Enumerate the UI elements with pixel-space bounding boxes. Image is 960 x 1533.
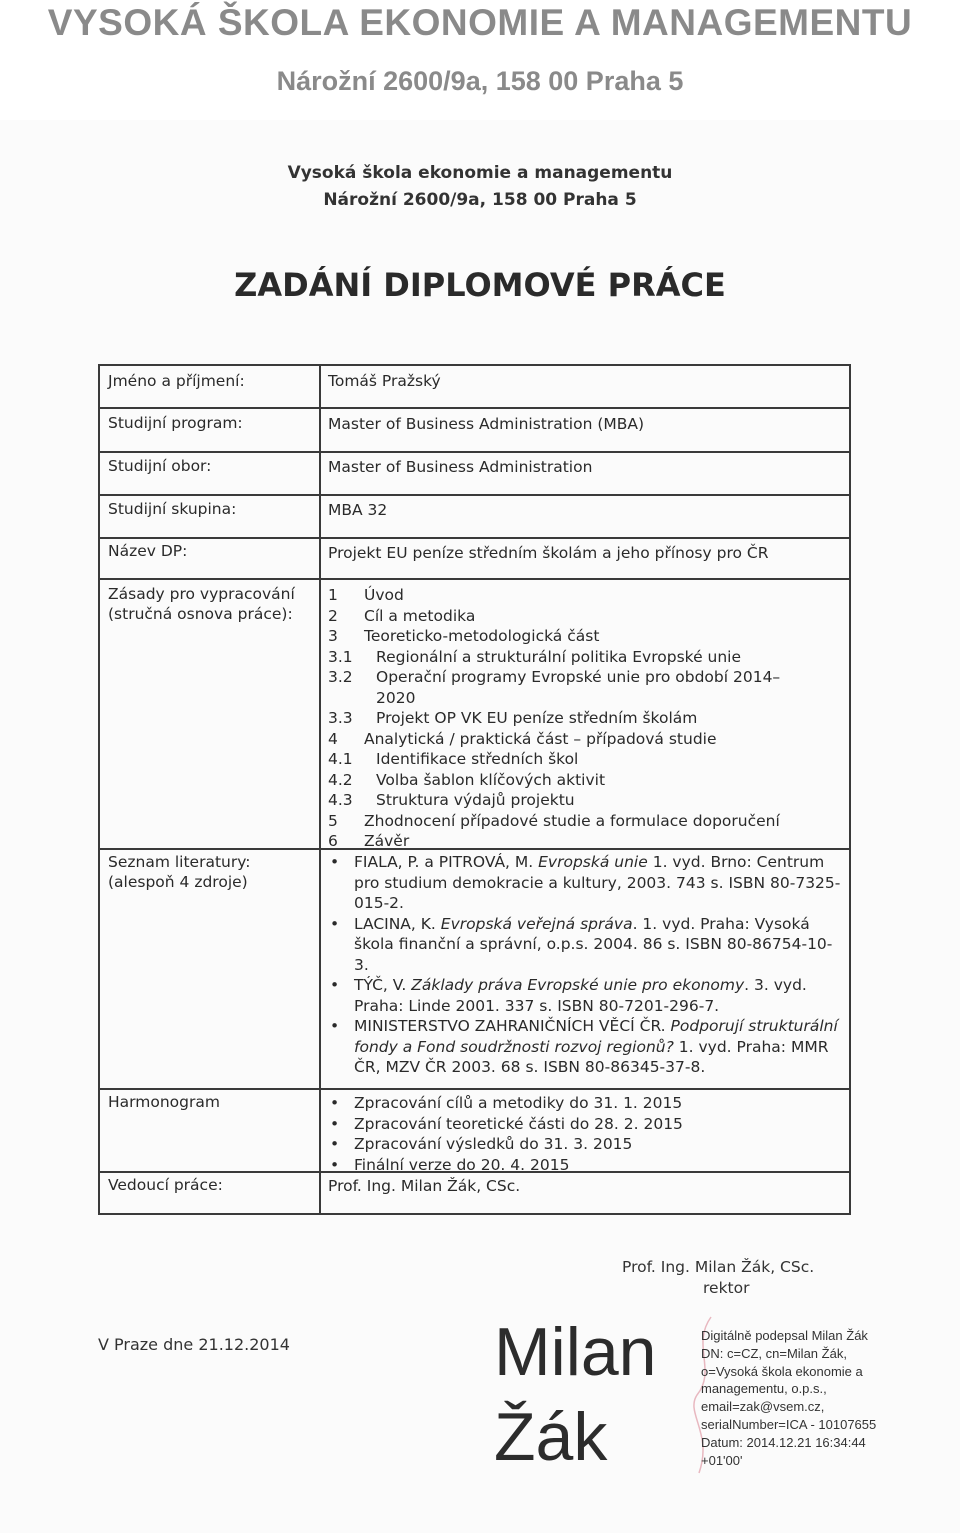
digital-signature-line: +01'00'	[701, 1452, 743, 1468]
outline-item: 4 Analytická / praktická část – případová studie	[328, 729, 717, 748]
schedule-item: • Zpracování teoretické části do 28. 2. 2015	[328, 1114, 843, 1135]
digital-signature-line: serialNumber=ICA - 10107655	[701, 1416, 877, 1432]
digital-signature-line: managementu, o.p.s.,	[701, 1381, 827, 1397]
literature-item: • FIALA, P. a PITROVÁ, M. Evropská unie 1. vyd. Brno: Centrum pro studium demokracie a kultury, 2003. 743 s. ISBN 80-7325-015-2.	[328, 852, 843, 914]
outline-item: 5 Zhodnocení případové studie a formulace doporučení	[328, 811, 780, 830]
literature-label: Seznam literatury: (alespoň 4 zdroje)	[108, 853, 251, 891]
document-school-name: Vysoká škola ekonomie a managementu	[287, 163, 673, 183]
banner-address: Nárožní 2600/9a, 158 00 Praha 5	[276, 66, 684, 96]
signatory-role: rektor	[703, 1279, 750, 1297]
row-divider	[100, 1088, 849, 1090]
signature-last-name: Žák	[494, 1399, 608, 1475]
name-value: Tomáš Pražský	[328, 372, 441, 390]
digital-signature-line: Datum: 2014.12.21 16:34:44	[701, 1434, 866, 1450]
digital-signature-line: DN: c=CZ, cn=Milan Žák,	[701, 1345, 847, 1361]
digital-signature-line: o=Vysoká škola ekonomie a	[701, 1363, 863, 1379]
outline-item: 6 Závěr	[328, 832, 410, 850]
field-label: Studijní obor:	[108, 457, 212, 475]
supervisor-label: Vedoucí práce:	[108, 1176, 223, 1194]
schedule-item: • Zpracování výsledků do 31. 3. 2015	[328, 1134, 843, 1155]
row-divider	[100, 407, 849, 409]
name-label: Jméno a příjmení:	[108, 372, 245, 390]
literature-list	[328, 852, 843, 1078]
schedule-label: Harmonogram	[108, 1093, 220, 1111]
signature-first-name: Milan	[494, 1314, 657, 1390]
document-address: Nárožní 2600/9a, 158 00 Praha 5	[323, 190, 637, 210]
outline-item: 2 Cíl a metodika	[328, 606, 476, 625]
thesis-label: Název DP:	[108, 542, 188, 560]
outline-item: 3.3 Projekt OP VK EU peníze středním školám	[328, 709, 698, 727]
thesis-value: Projekt EU peníze středním školám a jeho přínosy pro ČR	[328, 544, 769, 562]
signatory-name: Prof. Ing. Milan Žák, CSc.	[622, 1258, 815, 1276]
outline-list	[328, 585, 843, 852]
literature-item: • TÝČ, V. Základy práva Evropské unie pro ekonomy. 3. vyd. Praha: Linde 2001. 337 s. ISBN 80-7201-296-7.	[328, 975, 843, 1016]
schedule-item: • Finální verze do 20. 4. 2015	[328, 1155, 843, 1176]
outline-item: 2020	[376, 688, 416, 707]
banner-school-name: VYSOKÁ ŠKOLA EKONOMIE A MANAGEMENTU	[47, 2, 913, 43]
schedule-item: • Zpracování cílů a metodiky do 31. 1. 2015	[328, 1093, 843, 1114]
program-label: Studijní program:	[108, 414, 243, 432]
date-line: V Praze dne 21.12.2014	[98, 1335, 290, 1354]
digital-signature-block	[701, 1327, 951, 1469]
outline-item: 4.1 Identifikace středních škol	[328, 750, 579, 768]
document-title: ZADÁNÍ DIPLOMOVÉ PRÁCE	[234, 266, 726, 304]
outline-item: 3 Teoreticko-metodologická část	[328, 627, 600, 645]
row-divider	[100, 537, 849, 539]
group-label: Studijní skupina:	[108, 500, 237, 518]
digital-signature-line: Digitálně podepsal Milan Žák	[701, 1328, 868, 1343]
outline-item: 4.2 Volba šablon klíčových aktivit	[328, 770, 606, 789]
program-value: Master of Business Administration (MBA)	[328, 415, 645, 433]
literature-item: • MINISTERSTVO ZAHRANIČNÍCH VĚCÍ ČR. Podporují strukturální fondy a Fond soudržnosti rozvoj regionů? 1. vyd. Praha: MMR ČR, MZV ČR 2003. 68 s. ISBN 80-86345-37-8.	[328, 1016, 843, 1078]
outline-item: 3.1 Regionální a strukturální politika Evropské unie	[328, 647, 742, 666]
outline-item: 4.3 Struktura výdajů projektu	[328, 791, 575, 809]
row-divider	[100, 578, 849, 580]
field-value: Master of Business Administration	[328, 458, 593, 476]
row-divider	[100, 494, 849, 496]
literature-item: • LACINA, K. Evropská veřejná správa. 1. vyd. Praha: Vysoká škola finanční a správní, o.p.s. 2004. 86 s. ISBN 80-86754-10-3.	[328, 914, 843, 976]
outline-label: Zásady pro vypracování (stručná osnova práce):	[108, 585, 295, 623]
outline-item: 3.2 Operační programy Evropské unie pro období 2014–	[328, 668, 781, 686]
supervisor-value: Prof. Ing. Milan Žák, CSc.	[328, 1177, 521, 1195]
outline-item: 1 Úvod	[328, 586, 404, 604]
group-value: MBA 32	[328, 501, 388, 519]
assignment-form	[98, 364, 851, 1215]
header-banner	[0, 0, 960, 120]
schedule-list	[328, 1093, 843, 1175]
digital-signature-line: email=zak@vsem.cz,	[701, 1399, 825, 1415]
row-divider	[100, 451, 849, 453]
